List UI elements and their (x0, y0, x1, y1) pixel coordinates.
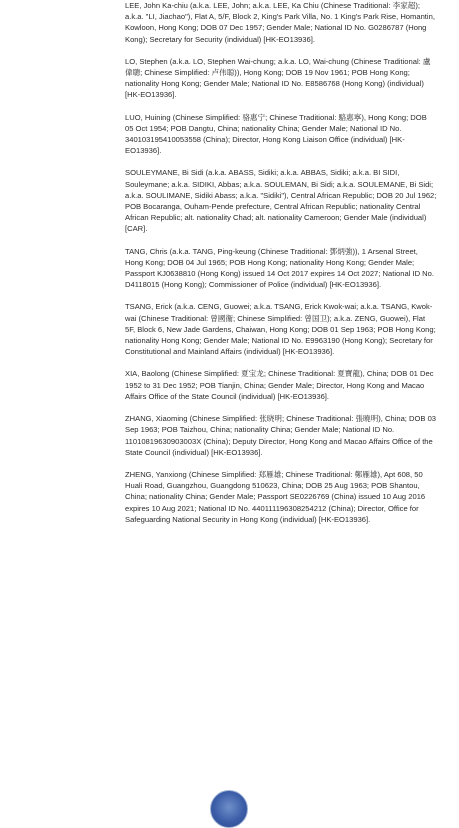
list-entry-lo: LO, Stephen (a.k.a. LO, Stephen Wai-chung; a.k.a. LO, Wai-chung (Chinese Traditional: 盧偉聰; Chinese Simplified: 卢伟聪)), Hong Kong; DOB 19 Nov 1961; POB Hong Kong; nationality Hong Kong; Gender Male; National ID No. E8586768 (Hong Kong) (individual) [HK-EO13936]. (125, 56, 431, 100)
list-entry-lee: LEE, John Ka-chiu (a.k.a. LEE, John; a.k.a. LEE, Ka Chiu (Chinese Traditional: 李家超); a.k.a. "LI, Jiachao"), Flat A, 5/F, Block 2, King's Park Villa, No. 1 King's Park Rise, Homantin, Kowloon, Hong Kong; DOB 07 Dec 1957; Gender Male; National ID No. G0286787 (Hong Kong); Secretary for Security (individual) [HK-EO13936]. (125, 1, 435, 44)
list-entry-xia: XIA, Baolong (Chinese Simplified: 夏宝龙; Chinese Traditional: 夏寶龍), China; DOB 01 Dec 1952 to 31 Dec 1952; POB Tianjin, China; Gender Male; Director, Hong Kong and Macao Affairs Office of the State Council (individual) [HK-EO13936]. (125, 369, 434, 401)
list-entry-souleymane: SOULEYMANE, Bi Sidi (a.k.a. ABASS, Sidiki; a.k.a. ABBAS, Sidiki; a.k.a. BI SIDI, Souleymane; a.k.a. SIDIKI, Abbas; a.k.a. SOULEMAN, Bi Sidi; a.k.a. SOULEMANE, Bi Sidi; a.k.a. SOULIMANE, Sidiki Abass; a.k.a. "Sidiki"), Central African Republic; DOB 20 Jul 1962; POB Bocaranga, Ouham-Pende prefecture, Central African Republic; nationality Central African Republic; alt. nationality Chad; alt. nationality Cameroon; Gender Male (individual) [CAR]. (125, 168, 437, 234)
treasury-seal-icon (210, 790, 248, 828)
sanctions-list (125, 0, 437, 536)
list-entry-tsang: TSANG, Erick (a.k.a. CENG, Guowei; a.k.a. TSANG, Erick Kwok-wai; a.k.a. TSANG, Kwok-wai (Chinese Traditional: 曾國衞; Chinese Simplified: 曾国卫); a.k.a. ZENG, Guowei), Flat 5F, Block 6, New Jade Gardens, Chaiwan, Hong Kong; DOB 01 Sep 1963; POB Hong Kong; nationality Hong Kong; Gender Male; National ID No. E9963190 (Hong Kong); Secretary for Constitutional and Mainland Affairs (individual) [HK-EO13936]. (125, 302, 436, 357)
list-entry-zheng: ZHENG, Yanxiong (Chinese Simplified: 郑雁雄; Chinese Traditional: 鄭雁雄), Apt 608, 50 Huali Road, Guangzhou, Guangdong 510623, China; DOB 25 Aug 1963; POB Shantou, China; nationality China; Gender Male; Passport SE0226769 (China) issued 10 Aug 2016 expires 10 Aug 2021; National ID No. 440111196308254212 (China); Director, Office for Safeguarding National Security in Hong Kong (individual) [HK-EO13936]. (125, 469, 426, 524)
list-entry-zhang: ZHANG, Xiaoming (Chinese Simplified: 张晓明; Chinese Traditional: 張曉明), China; DOB 03 Sep 1963; POB Taizhou, China; nationality China; Gender Male; National ID No. 11010819630903003X (China); Deputy Director, Hong Kong and Macao Affairs Office of the State Council (individual) [HK-EO13936]. (125, 414, 437, 457)
list-entry-luo: LUO, Huining (Chinese Simplified: 骆惠宁; Chinese Traditional: 駱惠寧), Hong Kong; DOB 05 Oct 1954; POB Dangtu, China; nationality China; Gender Male; National ID No. 340103195410053558 (China); Director, Hong Kong Liaison Office (individual) [HK-EO13936]. (125, 112, 427, 156)
list-entry-tang: TANG, Chris (a.k.a. TANG, Ping-keung (Chinese Traditional: 鄧炳強)), 1 Arsenal Street, Hong Kong; DOB 04 Jul 1965; POB Hong Kong; nationality Hong Kong; Gender Male; Passport KJ0638810 (Hong Kong) issued 14 Oct 2017 expires 14 Oct 2027; National ID No. D4118015 (Hong Kong); Commissioner of Police (individual) [HK-EO13936]. (125, 246, 434, 290)
